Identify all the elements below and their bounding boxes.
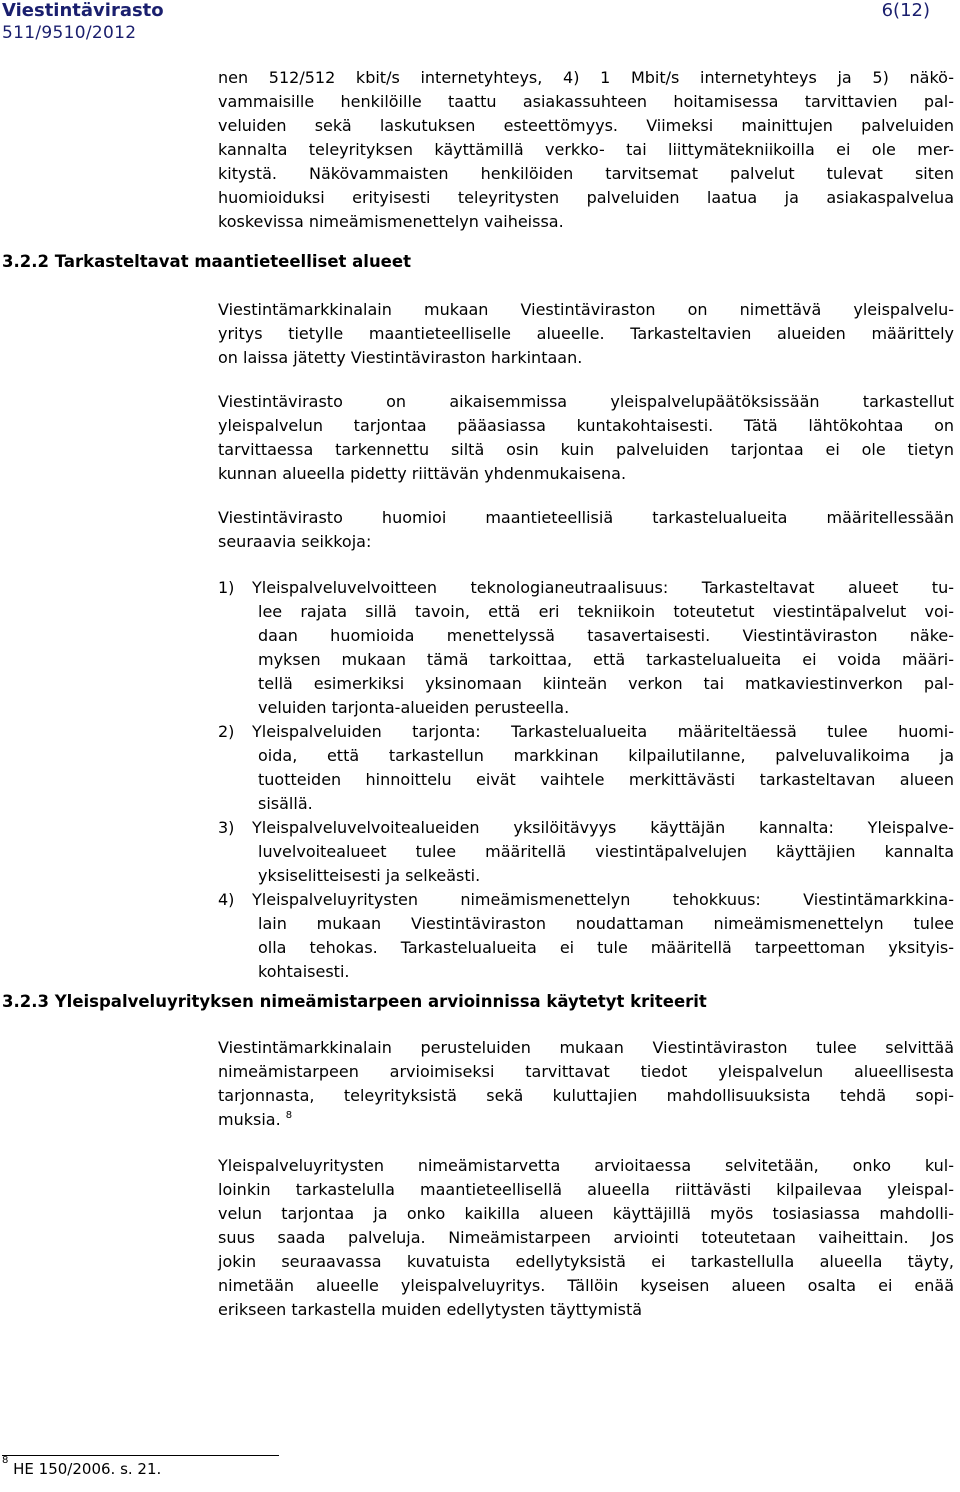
text-line: velun tarjontaa ja onko kaikilla alueen käyttäjillä myös tosiasiassa mahdolli- (218, 1204, 954, 1223)
text-line: tarjonnasta, teleyrityksistä sekä kuluttajien mahdollisuuksista tehdä sopi- (218, 1086, 954, 1105)
text-line: kitystä. Näkövammaisten henkilöiden tarvitsemat palvelut tulevat siten (218, 164, 954, 183)
text-line: oida, että tarkastellun markkinan kilpailutilanne, palveluvalikoima ja (258, 746, 954, 765)
list-item-number: 1) (218, 578, 235, 597)
text-line: lain mukaan Viestintäviraston noudattaman nimeämismenettelyn tulee (258, 914, 954, 933)
text-line: erikseen tarkastella muiden edellytysten täyttymistä (218, 1300, 643, 1319)
text-line: kohtaisesti. (258, 962, 350, 981)
header-document-number: 511/9510/2012 (2, 23, 137, 43)
list-item-number: 2) (218, 722, 235, 741)
text-line: myksen mukaan tämä tarkoittaa, että tarkastelualueita ei voida määri- (258, 650, 954, 669)
footnote-separator (2, 1455, 279, 1456)
text-line: Viestintämarkkinalain perusteluiden mukaan Viestintäviraston tulee selvittää (218, 1038, 954, 1057)
text-line: kunnan alueella pidetty riittävän yhdenmukaisena. (218, 464, 627, 483)
text-line: tuotteiden hinnoittelu eivät vaihtele merkittävästi tarkasteltavan alueen (258, 770, 954, 789)
text-line: suus saada palveluja. Nimeämistarpeen arviointi toteutetaan vaiheittain. Jos (218, 1228, 954, 1247)
text-fragment: muksia. (218, 1110, 281, 1129)
text-line: Viestintävirasto on aikaisemmissa yleispalvelupäätöksissään tarkastellut (218, 392, 954, 411)
paragraph-3 (218, 390, 954, 486)
text-line: seuraavia seikkoja: (218, 532, 372, 551)
paragraph-2 (218, 298, 954, 370)
text-line: vammaisille henkilöille taattu asiakassuhteen hoitamisessa tarvittavien pal- (218, 92, 954, 111)
text-line: koskevissa nimeämismenettelyn vaiheissa. (218, 212, 564, 231)
text-line: Yleispalveluyritysten nimeämismenettelyn tehokkuus: Viestintämarkkina- (252, 890, 954, 909)
footnote-reference[interactable]: 8 (285, 1110, 293, 1121)
text-line: jokin seuraavassa kuvatuista edellytyksistä ei tarkastellulla alueella täyty, (218, 1252, 954, 1271)
paragraph-1 (218, 66, 954, 234)
footnote-mark: 8 (2, 1455, 9, 1466)
text-line: yleispalvelun tarjontaa pääasiassa kuntakohtaisesti. Tätä lähtökohtaa on (218, 416, 954, 435)
text-line: on laissa jätetty Viestintäviraston harkintaan. (218, 348, 583, 367)
text-line: loinkin tarkastelulla maantieteellisellä alueella riittävästi kilpailevaa yleispal- (218, 1180, 954, 1199)
text-line: tarvittaessa tarkennettu siltä osin kuin palveluiden tarjontaa ei ole tietyn (218, 440, 954, 459)
text-line: Viestintämarkkinalain mukaan Viestintäviraston on nimettävä yleispalvelu- (218, 300, 954, 319)
text-line: sisällä. (258, 794, 313, 813)
list-item (218, 888, 954, 984)
text-line: kannalta teleyrityksen käyttämillä verkko- tai liittymätekniikoilla ei ole mer- (218, 140, 954, 159)
text-line: Yleispalveluiden tarjonta: Tarkastelualueita määriteltäessä tulee huomi- (252, 722, 954, 741)
text-line: Yleispalveluvelvoitealueiden yksilöitävyys käyttäjän kannalta: Yleispalve- (252, 818, 954, 837)
text-line: yritys tietylle maantieteelliselle alueelle. Tarkasteltavien alueiden määrittely (218, 324, 954, 343)
section-heading-3-2-2: 3.2.2 Tarkasteltavat maantieteelliset alueet (2, 252, 411, 271)
text-line: Viestintävirasto huomioi maantieteellisiä tarkastelualueita määritellessään (218, 508, 954, 527)
text-line: nimetään alueelle yleispalveluyritys. Tällöin kyseisen alueen osalta ei enää (218, 1276, 954, 1295)
criteria-list (218, 576, 954, 984)
header-organization: Viestintävirasto (2, 0, 164, 21)
list-item-number: 4) (218, 890, 235, 909)
text-line: yksiselitteisesti ja selkeästi. (258, 866, 481, 885)
text-line: luvelvoitealueet tulee määritellä viestintäpalvelujen käyttäjien kannalta (258, 842, 954, 861)
section-heading-3-2-3: 3.2.3 Yleispalveluyrityksen nimeämistarpeen arvioinnissa käytetyt kriteerit (2, 992, 707, 1011)
list-item-number: 3) (218, 818, 235, 837)
text-line (218, 1108, 954, 1132)
text-line: nimeämistarpeen arvioimiseksi tarvittavat tiedot yleispalvelun alueellisesta (218, 1062, 954, 1081)
text-line: huomioiduksi erityisesti teleyritysten palveluiden laatua ja asiakaspalvelua (218, 188, 954, 207)
text-line: nen 512/512 kbit/s internetyhteys, 4) 1 Mbit/s internetyhteys ja 5) näkö- (218, 68, 954, 87)
text-line: Yleispalveluyritysten nimeämistarvetta arvioitaessa selvitetään, onko kul- (218, 1156, 954, 1175)
header-page-number: 6(12) (881, 0, 930, 21)
list-item (218, 816, 954, 888)
text-line: veluiden tarjonta-alueiden perusteella. (258, 698, 570, 717)
paragraph-4 (218, 506, 954, 554)
text-line: veluiden sekä laskutuksen esteettömyys. Viimeksi mainittujen palveluiden (218, 116, 954, 135)
text-line: tellä esimerkiksi yksinomaan kiinteän verkon tai matkaviestinverkon pal- (258, 674, 954, 693)
list-item (218, 576, 954, 720)
paragraph-5 (218, 1036, 954, 1132)
text-line: olla tehokas. Tarkastelualueita ei tule määritellä tarpeettoman yksityis- (258, 938, 954, 957)
footnote-text: HE 150/2006. s. 21. (13, 1460, 162, 1478)
text-line: lee rajata sillä tavoin, että eri tekniikoin toteutetut viestintäpalvelut voi- (258, 602, 954, 621)
text-line: daan huomioida menettelyssä tasavertaisesti. Viestintäviraston näke- (258, 626, 954, 645)
footnote (2, 1455, 162, 1478)
list-item (218, 720, 954, 816)
paragraph-6 (218, 1154, 954, 1322)
text-line: Yleispalveluvelvoitteen teknologianeutraalisuus: Tarkasteltavat alueet tu- (252, 578, 954, 597)
